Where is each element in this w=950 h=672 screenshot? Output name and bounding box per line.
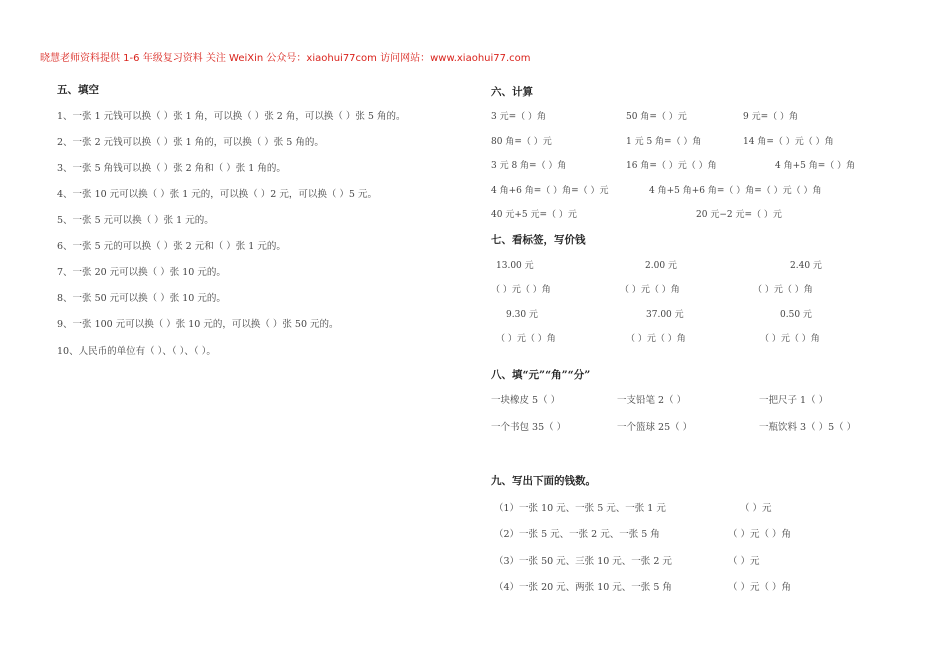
price-label: 9.30 元 (506, 310, 538, 320)
price-label: 13.00 元 (496, 261, 534, 271)
price-label: 0.50 元 (780, 310, 812, 320)
fill-item-4: 4、一张 10 元可以换（ ）张 1 元的，可以换（ ）2 元，可以换（ ）5 元。 (57, 189, 377, 200)
money-question: （2）一张 5 元、一张 2 元、一张 5 角 (494, 529, 660, 540)
fill-item-3: 3、一张 5 角钱可以换（ ）张 2 角和（ ）张 1 角的。 (57, 163, 286, 174)
fill-item-5: 5、一张 5 元可以换（ ）张 1 元的。 (57, 215, 214, 226)
section-8-title: 八、填“元”“角”“分” (491, 369, 591, 381)
money-answer: （ ）元（ ）角 (728, 529, 792, 540)
calc-item: 4 角+5 角=（ ）角 (775, 161, 856, 171)
calc-item: 3 元=（ ）角 (491, 112, 546, 122)
section-6-title: 六、计算 (491, 86, 533, 98)
section-5-title: 五、填空 (57, 84, 99, 96)
price-label: 2.00 元 (645, 261, 677, 271)
calc-item: 4 角+5 角+6 角=（ ）角=（ ）元（ ）角 (649, 186, 822, 196)
fill-item-1: 1、一张 1 元钱可以换（ ）张 1 角，可以换（ ）张 2 角，可以换（ ）张 5 角的。 (57, 111, 406, 122)
price-blank: （ ）元（ ）角 (753, 285, 813, 295)
section-9-title: 九、写出下面的钱数。 (491, 475, 596, 487)
calc-item: 16 角=（ ）元（ ）角 (626, 161, 717, 171)
unit-item: 一把尺子 1（ ） (759, 395, 829, 406)
price-label: 2.40 元 (790, 261, 822, 271)
fill-item-6: 6、一张 5 元的可以换（ ）张 2 元和（ ）张 1 元的。 (57, 241, 286, 252)
calc-item: 1 元 5 角=（ ）角 (626, 137, 702, 147)
money-answer: （ ）元 (740, 503, 772, 514)
price-blank: （ ）元（ ）角 (496, 334, 556, 344)
money-answer: （ ）元 (728, 556, 760, 567)
section-7-title: 七、看标签，写价钱 (491, 234, 586, 246)
header-banner: 晓慧老师资料提供 1-6 年级复习资料 关注 WeiXin 公众号：xiaohui77com 访问网站：www.xiaohui77.com (40, 53, 531, 64)
price-blank: （ ）元（ ）角 (491, 285, 551, 295)
price-blank: （ ）元（ ）角 (760, 334, 820, 344)
unit-item: 一个书包 35（ ） (491, 422, 567, 433)
price-blank: （ ）元（ ）角 (626, 334, 686, 344)
calc-item: 4 角+6 角=（ ）角=（ ）元 (491, 186, 609, 196)
fill-item-8: 8、一张 50 元可以换（ ）张 10 元的。 (57, 293, 226, 304)
calc-item: 14 角=（ ）元（ ）角 (743, 137, 834, 147)
money-answer: （ ）元（ ）角 (728, 582, 792, 593)
unit-item: 一瓶饮料 3（ ）5（ ） (759, 422, 857, 433)
calc-item: 9 元=（ ）角 (743, 112, 798, 122)
unit-item: 一支铅笔 2（ ） (617, 395, 687, 406)
fill-item-9: 9、一张 100 元可以换（ ）张 10 元的，可以换（ ）张 50 元的。 (57, 319, 339, 330)
fill-item-2: 2、一张 2 元钱可以换（ ）张 1 角的，可以换（ ）张 5 角的。 (57, 137, 324, 148)
calc-item: 3 元 8 角=（ ）角 (491, 161, 567, 171)
calc-item: 80 角=（ ）元 (491, 137, 552, 147)
money-question: （1）一张 10 元、一张 5 元、一张 1 元 (494, 503, 666, 514)
calc-item: 20 元−2 元=（ ）元 (696, 210, 782, 220)
calc-item: 50 角=（ ）元 (626, 112, 687, 122)
unit-item: 一个篮球 25（ ） (617, 422, 693, 433)
unit-item: 一块橡皮 5（ ） (491, 395, 561, 406)
money-question: （3）一张 50 元、三张 10 元、一张 2 元 (494, 556, 672, 567)
fill-item-10: 10、人民币的单位有（ ）、（ ）、（ ）。 (57, 346, 216, 357)
fill-item-7: 7、一张 20 元可以换（ ）张 10 元的。 (57, 267, 226, 278)
price-label: 37.00 元 (646, 310, 684, 320)
money-question: （4）一张 20 元、两张 10 元、一张 5 角 (494, 582, 672, 593)
calc-item: 40 元+5 元=（ ）元 (491, 210, 577, 220)
price-blank: （ ）元（ ）角 (620, 285, 680, 295)
